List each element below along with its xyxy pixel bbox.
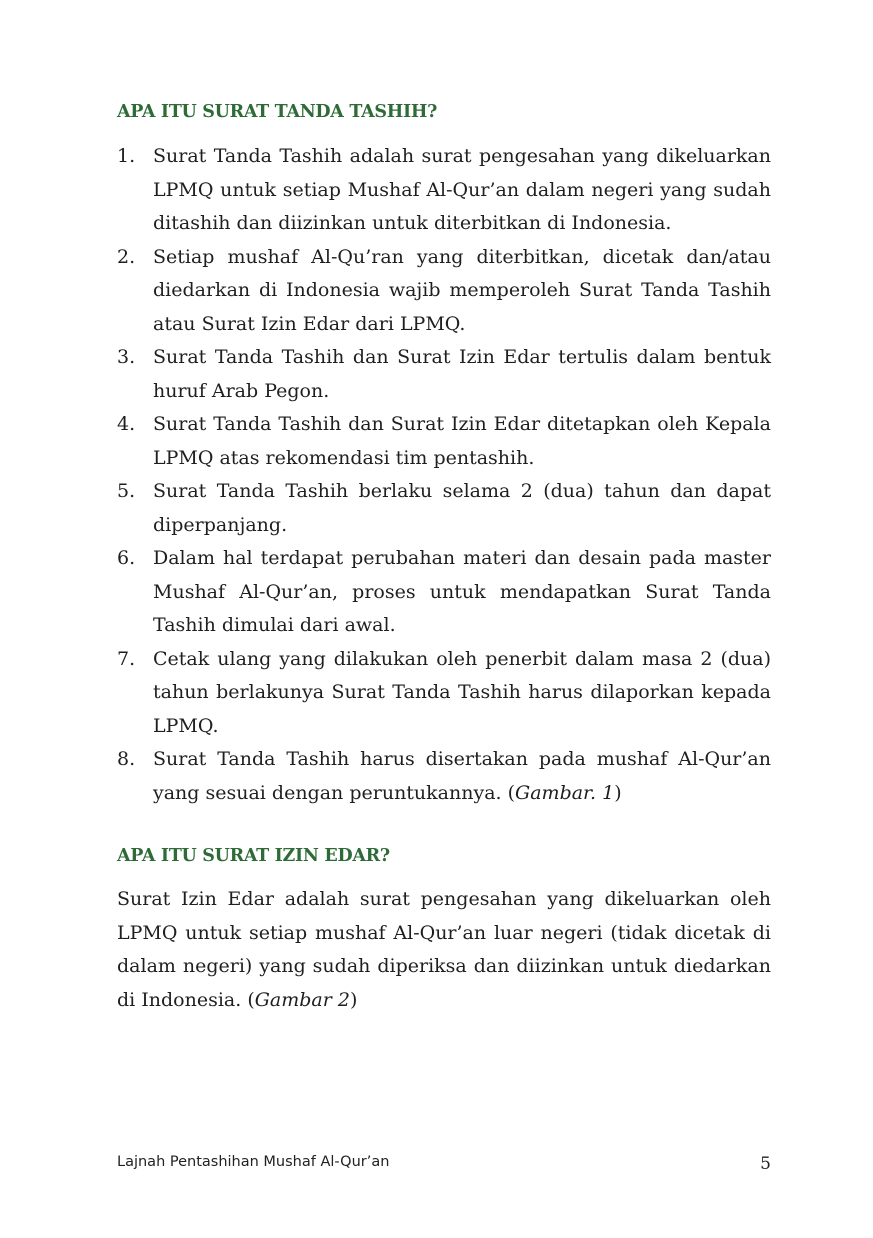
list-number: 8. (117, 748, 136, 770)
figure-reference: Gambar 2 (254, 988, 350, 1011)
list-item (117, 140, 771, 241)
list-item-text: Dalam hal terdapat perubahan materi dan desain pada master Mushaf Al-Qur’an, proses untuk mendapatkan Surat Tanda Tashih dimulai dari awal. (153, 547, 771, 636)
page-number: 5 (760, 1154, 771, 1174)
closing-paren: ) (614, 781, 622, 804)
figure-reference: Gambar. 1 (515, 781, 615, 804)
list-item-text: Surat Tanda Tashih adalah surat pengesahan yang dikeluarkan LPMQ untuk setiap Mushaf Al-Qur’an dalam negeri yang sudah ditashih dan diizinkan untuk diterbitkan di Indonesia. (153, 145, 771, 234)
footer-publisher: Lajnah Pentashihan Mushaf Al-Qur’an (117, 1154, 390, 1170)
list-number: 2. (117, 245, 136, 268)
list-number: 7. (117, 647, 136, 670)
list-item (117, 241, 771, 342)
section-heading-surat-tanda-tashih: APA ITU SURAT TANDA TASHIH? (117, 102, 438, 122)
surat-izin-edar-paragraph (117, 883, 771, 1017)
list-item (117, 643, 771, 744)
list-item-text: Surat Tanda Tashih dan Surat Izin Edar ditetapkan oleh Kepala LPMQ atas rekomendasi tim pentashih. (153, 413, 771, 469)
list-item-text: Surat Tanda Tashih berlaku selama 2 (dua) tahun dan dapat diperpanjang. (153, 480, 771, 536)
list-item (117, 542, 771, 643)
paragraph-text: Surat Izin Edar adalah surat pengesahan yang dikeluarkan oleh LPMQ untuk setiap mushaf Al-Qur’an luar negeri (tidak dicetak di dalam negeri) yang sudah diperiksa dan diizinkan untuk diedarkan di Indonesia. ( (117, 888, 771, 1011)
list-item-text: Surat Tanda Tashih harus disertakan pada mushaf Al-Qur’an yang sesuai dengan peruntukannya. ( (153, 748, 771, 804)
list-number: 6. (117, 547, 136, 569)
list-item (117, 743, 771, 810)
page-footer (117, 1154, 771, 1174)
list-item (117, 475, 771, 542)
list-number: 3. (117, 346, 136, 368)
surat-tanda-tashih-list (117, 140, 771, 810)
list-item-text: Setiap mushaf Al-Qu’ran yang diterbitkan, dicetak dan/atau diedarkan di Indonesia wajib memperoleh Surat Tanda Tashih atau Surat Izin Edar dari LPMQ. (153, 245, 771, 335)
list-number: 5. (117, 480, 136, 502)
section-heading-surat-izin-edar: APA ITU SURAT IZIN EDAR? (117, 846, 390, 866)
closing-paren: ) (349, 988, 358, 1011)
list-number: 4. (117, 413, 136, 435)
list-item (117, 341, 771, 408)
list-item (117, 408, 771, 475)
list-number: 1. (117, 145, 136, 167)
list-item-text: Surat Tanda Tashih dan Surat Izin Edar tertulis dalam bentuk huruf Arab Pegon. (153, 346, 771, 402)
list-item-text: Cetak ulang yang dilakukan oleh penerbit dalam masa 2 (dua) tahun berlakunya Surat Tanda Tashih harus dilaporkan kepada LPMQ. (153, 647, 771, 737)
